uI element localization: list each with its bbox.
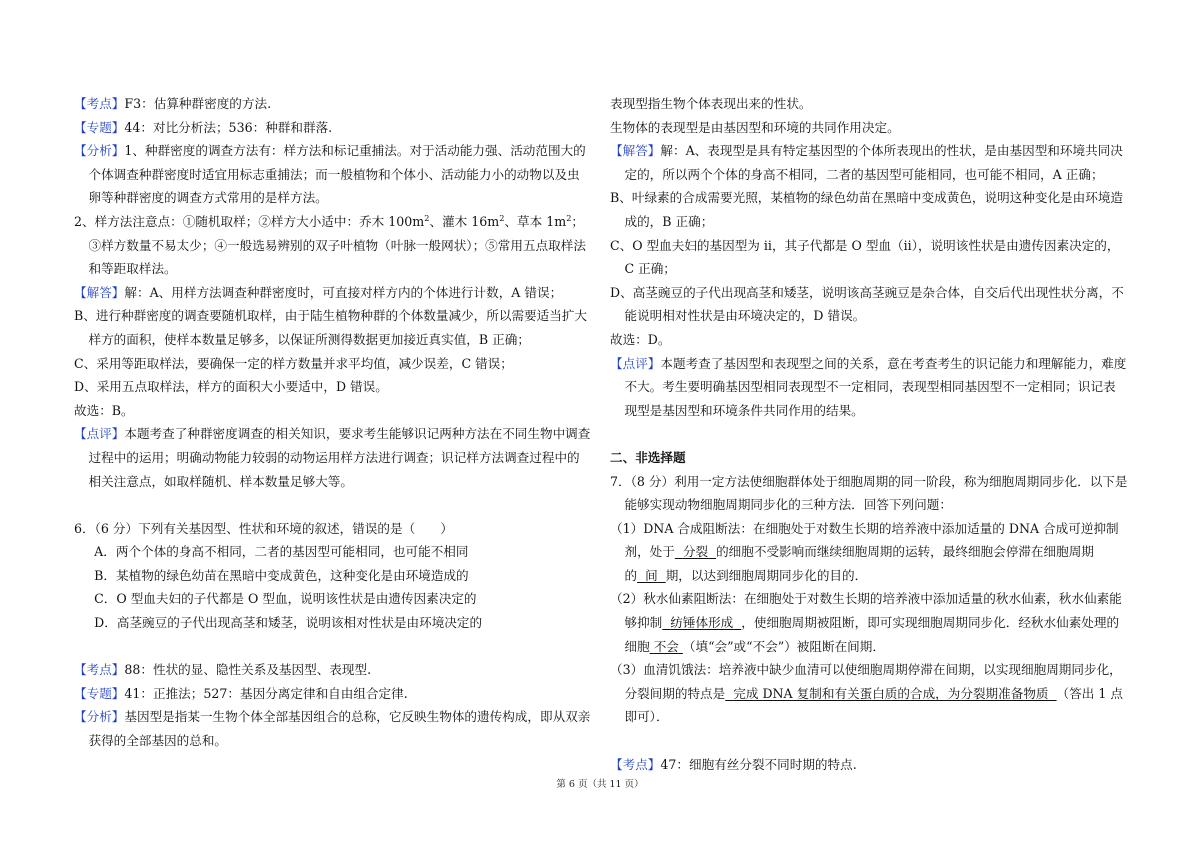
zhuanti-line-2: 【专题】41：正推法；527：基因分离定律和自由组合定律.	[74, 685, 408, 701]
answer-choice-2: 故选：D。	[610, 331, 671, 347]
question-7-stem: 7．（8 分）利用一定方法使细胞群体处于细胞周期的同一阶段，称为细胞周期同步化．以下是能够实现动物细胞周期同步化的三种方法．回答下列问题：	[610, 473, 1128, 513]
blank-answer-3: 纺锤体形成	[670, 615, 734, 631]
answer-choice: 故选：B。	[74, 402, 134, 418]
question-6-stem: 6．（6 分）下列有关基因型、性状和环境的叙述，错误的是（ ）	[74, 520, 453, 536]
question-6-option-b: B．某植物的绿色幼苗在黑暗中变成黄色，这种变化是由环境造成的	[94, 567, 469, 583]
section-heading: 二、非选择题	[610, 449, 686, 465]
answer-c: C、采用等距取样法，要确保一定的样方数量并求平均值，减少误差，C 错误；	[74, 355, 513, 371]
left-column	[74, 92, 592, 753]
kaodian-line-2: 【考点】88：性状的显、隐性关系及基因型、表现型.	[74, 662, 372, 678]
blank-answer-4: 不会	[653, 638, 679, 654]
answer-d: D、采用五点取样法，样方的面积大小要适中，D 错误。	[74, 379, 388, 395]
question-7-part-2: （2）秋水仙素阻断法：在细胞处于对数生长期的培养液中添加适量的秋水仙素，秋水仙素能够抑制 纺锤体形成 ，使细胞周期被阻断，即可实现细胞周期同步化．经秋水仙素处理的细胞 不会 （填“会”或“不会”）被阻断在间期．	[610, 591, 1122, 654]
phenotype-definition: 表现型指生物个体表现出来的性状。	[610, 96, 812, 111]
answer-b: B、进行种群密度的调查要随机取样，由于陆生植物种群的个体数量减少，所以需要适当扩大样方的面积，使样本数量足够多，以保证所测得数据更加接近真实值，B 正确；	[74, 308, 588, 347]
question-6-option-d: D．高茎豌豆的子代出现高茎和矮茎，说明该相对性状是由环境决定的	[94, 615, 483, 631]
jieda-paragraph-2: 【解答】解：A、表现型是具有特定基因型的个体所表现出的性状，是由基因型和环境共同决定的，所以两个个体的身高不相同，二者的基因型可能相同，也可能不相同，A 正确；	[610, 143, 1123, 182]
blank-answer-1: 分裂	[682, 544, 709, 560]
answer-c-2: C、O 型血夫妇的基因型为 ii，其子代都是 O 型血（ii），说明该性状是由遗传因素决定的，C 正确；	[610, 237, 1120, 277]
question-6-option-c: C．O 型血夫妇的子代都是 O 型血，说明该性状是由遗传因素决定的	[94, 591, 477, 607]
fenxi-paragraph: 【分析】1、种群密度的调查方法有：样方法和标记重捕法。对于活动能力强、活动范围大的个体调查种群密度时适宜用标志重捕法；而一般植物和个体小、活动能力小的动物以及虫卵等种群密度的调查方式常用的是样方法。	[74, 143, 586, 206]
question-6-option-a: A．两个个体的身高不相同，二者的基因型可能相同，也可能不相同	[94, 544, 469, 560]
answer-d-2: D、高茎豌豆的子代出现高茎和矮茎，说明该高茎豌豆是杂合体，自交后代出现性状分离，不能说明相对性状是由环境决定的，D 错误。	[610, 284, 1124, 324]
sampling-notes: 2、样方法注意点：①随机取样；②样方大小适中：乔木 $100m^2$、灌木 $16m^2$、草本 $1m^2$；③样方数量不易太少；④一般选易辨别的双子叶植物（叶脉一般网状）；⑤常用五点取样法和等距取样法。	[74, 212, 586, 277]
answer-b-2: B、叶绿素的合成需要光照，某植物的绿色幼苗在黑暗中变成黄色，说明这种变化是由环境造成的，B 正确；	[610, 190, 1124, 229]
question-7-part-1: （1）DNA 合成阻断法：在细胞处于对数生长期的培养液中添加适量的 DNA 合成可逆抑制剂，处于 分裂 的细胞不受影响而继续细胞周期的运转，最终细胞会停滞在细胞周期的 间 期，以达到细胞周期同步化的目的．	[610, 520, 1119, 583]
question-7-part-3: （3）血清饥饿法：培养液中缺少血清可以使细胞周期停滞在间期，以实现细胞周期同步化，分裂间期的特点是 完成 DNA 复制和有关蛋白质的合成，为分裂期准备物质 （答出 1 点即可）．	[610, 662, 1123, 725]
phenotype-determination: 生物体的表现型是由基因型和环境的共同作用决定。	[610, 119, 900, 135]
jieda-line: 【解答】解：A、用样方法调查种群密度时，可直接对样方内的个体进行计数，A 错误；	[74, 284, 563, 300]
dianping-paragraph-2: 【点评】本题考查了基因型和表现型之间的关系，意在考查考生的识记能力和理解能力，难度不大。考生要明确基因型相同表现型不一定相同，表现型相同基因型不一定相同；识记表现型是基因型和环境条件共同作用的结果。	[610, 355, 1127, 418]
blank-answer-5: 完成 DNA 复制和有关蛋白质的合成，为分裂期准备物质	[733, 685, 1049, 701]
blank-answer-2: 间	[645, 567, 658, 583]
page-footer: 第 6 页（共 11 页）	[556, 779, 644, 790]
right-column	[610, 92, 1128, 776]
zhuanti-line: 【专题】44：对比分析法；536：种群和群落.	[74, 119, 333, 135]
dianping-paragraph: 【点评】本题考查了种群密度调查的相关知识，要求考生能够识记两种方法在不同生物中调查过程中的运用；明确动物能力较弱的动物运用样方法进行调查；识记样方法调查过程中的相关注意点，如取样随机、样本数量足够大等。	[74, 426, 591, 489]
kaodian-line: 【考点】F3：估算种群密度的方法.	[74, 96, 272, 111]
fenxi-paragraph-2: 【分析】基因型是指某一生物个体全部基因组合的总称，它反映生物体的遗传构成，即从双亲获得的全部基因的总和。	[74, 709, 591, 749]
kaodian-line-3: 【考点】47：细胞有丝分裂不同时期的特点.	[610, 756, 857, 772]
